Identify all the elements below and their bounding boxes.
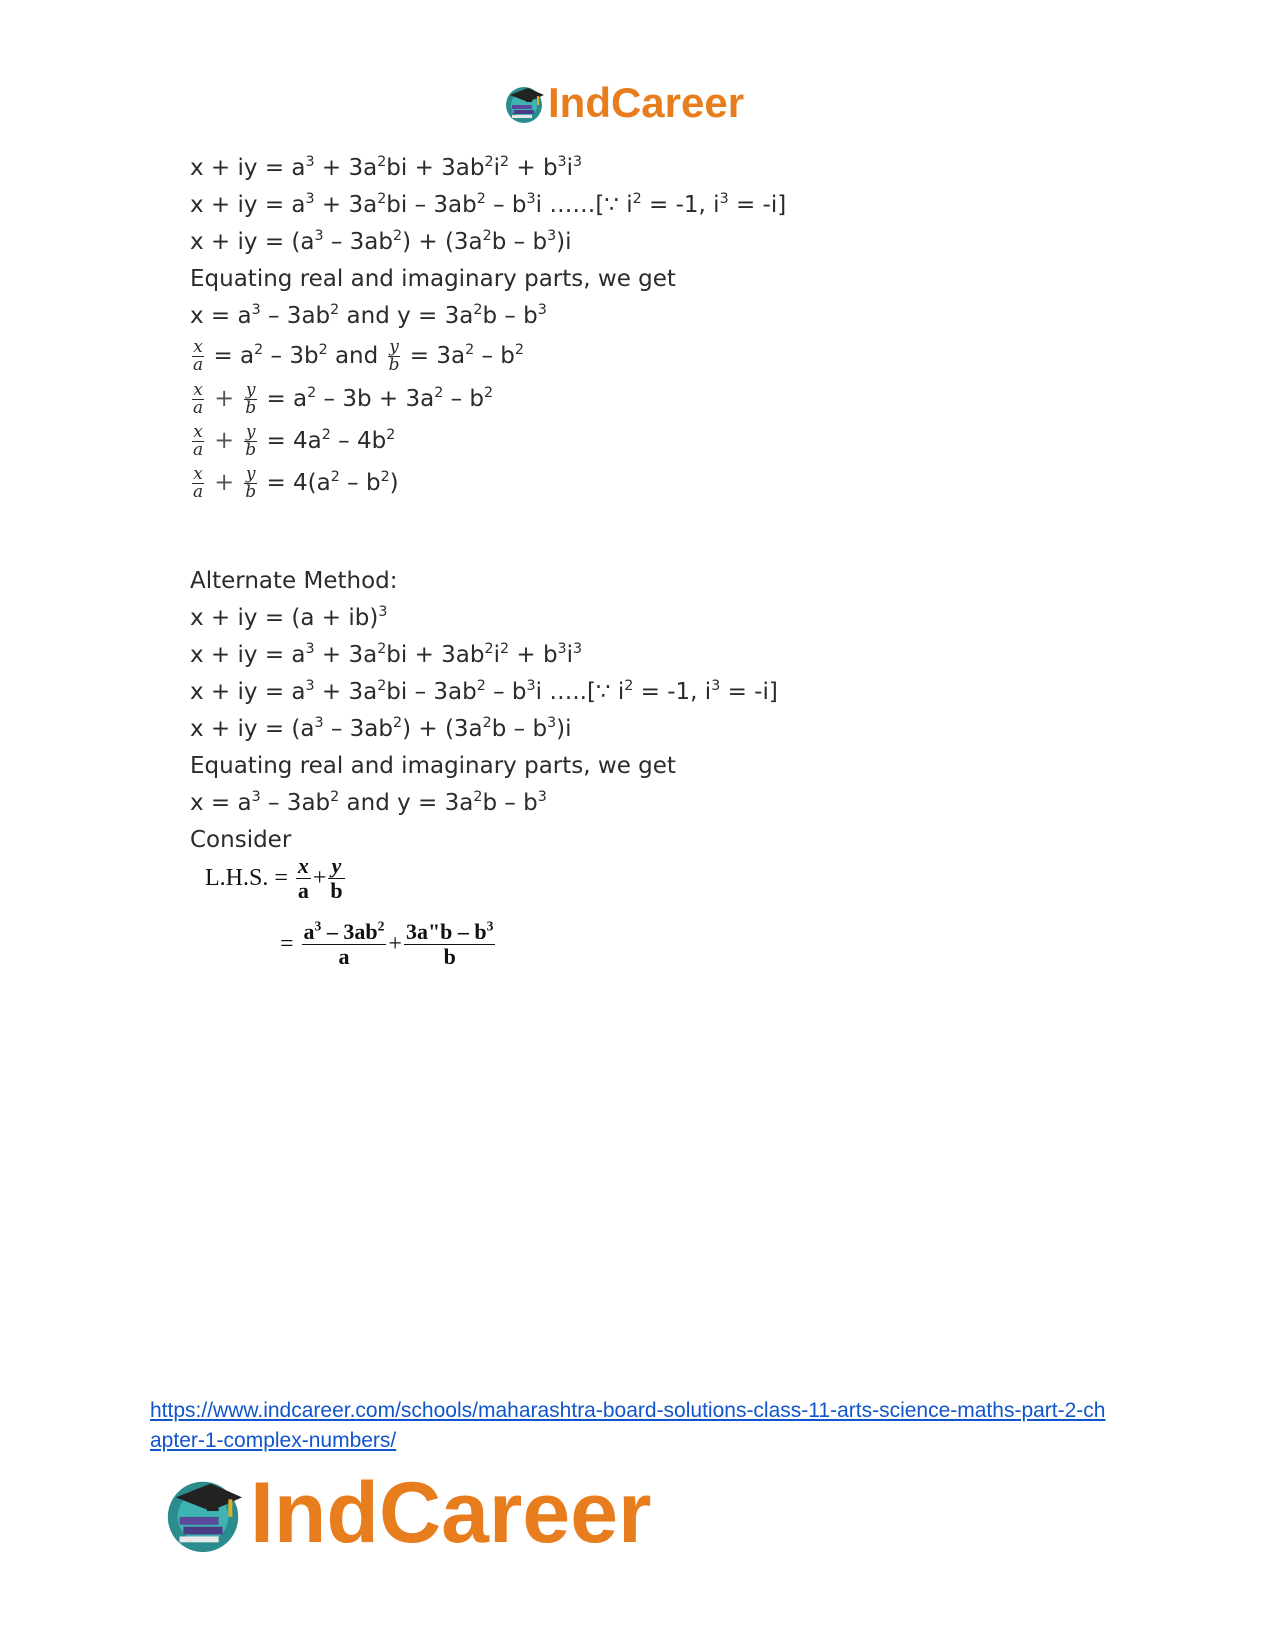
eq-line-a7: $\frac{x}{a}$ + $\frac{y}{b}$ = $a^2 - 3b + 3a^2 - b^2$ — [193, 380, 494, 418]
lhs-derivation — [205, 848, 497, 974]
eq-line-a1: x + iy = $a^3 + 3a^2bi + 3ab^2i^2 + b^3i^3$ — [190, 154, 583, 181]
graduation-cap-icon — [502, 81, 546, 125]
eq-line-a3: x + iy = $(a^3 - 3ab^2) + (3a^2b - b^3)i$ — [190, 228, 572, 255]
eq-line-a9: $\frac{x}{a}$ + $\frac{y}{b}$ = $4(a^2 - b^2)$ — [193, 464, 399, 502]
eq-line-b1: x + iy = (a + ib)$^3$ — [190, 604, 388, 631]
alternate-method-heading: Alternate Method: — [190, 568, 398, 594]
eq-line-b2: x + iy = $a^3 + 3a^2bi + 3ab^2i^2 + b^3i^3$ — [190, 641, 583, 668]
eq-line-b3: x + iy = $a^3 + 3a^2bi - 3ab^2 - b^3i$ …..[∵ $i^2 = -1$, $i^3 = -i$] — [190, 678, 778, 705]
solution-content — [190, 150, 990, 859]
graduation-cap-icon — [160, 1470, 246, 1556]
lhs-label: L.H.S. = — [205, 864, 294, 891]
header-logo — [502, 78, 744, 128]
eq-line-b6: $x = a^3 - 3ab^2$ and $y = 3a^2b - b^3$ — [190, 789, 547, 816]
eq-line-a6: $\frac{x}{a}$ = $a^2 - 3b^2$ and $\frac{y}{b}$ = $3a^2 - b^2$ — [193, 337, 524, 375]
eq-line-b5: Equating real and imaginary parts, we get — [190, 753, 676, 779]
source-url-link[interactable]: https://www.indcareer.com/schools/maharashtra-board-solutions-class-11-arts-science-maths-part-2-chapter-1-complex-numbers/ — [150, 1399, 1106, 1452]
eq-line-a2: x + iy = $a^3 + 3a^2bi - 3ab^2 - b^3i$ ……[∵ $i^2 = -1$, $i^3 = -i$] — [190, 191, 787, 218]
eq-line-a8: $\frac{x}{a}$ + $\frac{y}{b}$ = $4a^2 - 4b^2$ — [193, 422, 396, 460]
eq-line-a5: $x = a^3 - 3ab^2$ and $y = 3a^2b - b^3$ — [190, 302, 547, 329]
eq-line-a4: Equating real and imaginary parts, we get — [190, 266, 676, 292]
brand-name: IndCareer — [548, 79, 745, 126]
brand-name: IndCareer — [250, 1464, 652, 1561]
footer-logo — [160, 1464, 652, 1561]
lhs-row-1: L.H.S. = $\frac{x}{a}$ + $\frac{y}{b}$ — [205, 852, 343, 903]
eq-line-b7: Consider — [190, 827, 292, 853]
lhs-row-2: = $\frac{a^3 - 3ab^2}{a}$ + $\frac{3a"b - b^3}{b}$ — [280, 918, 494, 969]
eq-line-b4: x + iy = $(a^3 - 3ab^2) + (3a^2b - b^3)i$ — [190, 715, 572, 742]
